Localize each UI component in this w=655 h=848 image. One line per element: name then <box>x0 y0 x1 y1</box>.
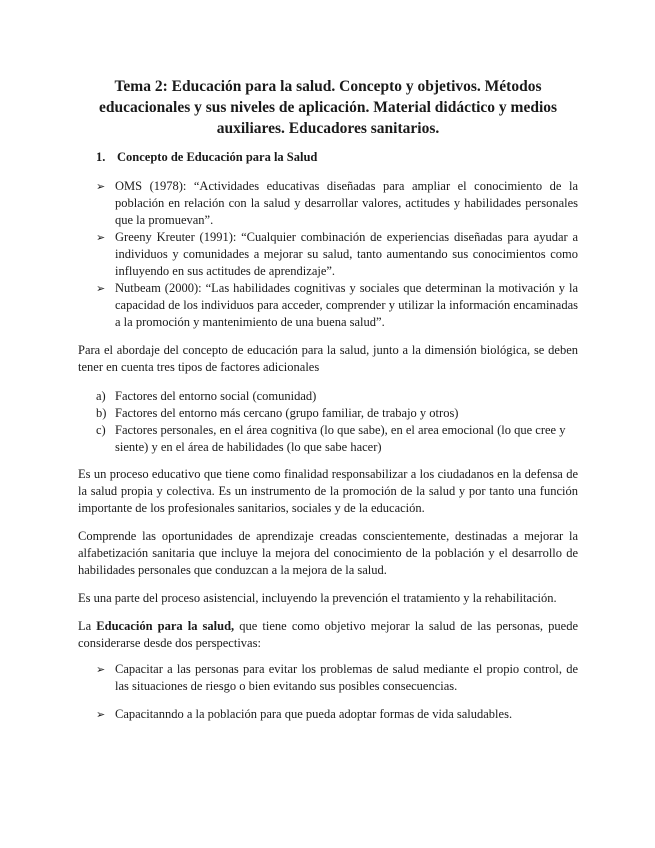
paragraph-objetivo <box>78 618 578 652</box>
objetivo-suffix: que tiene como objetivo mejorar la salud de las personas, puede considerarse desde dos perspectivas: <box>78 619 578 650</box>
definition-text: Greeny Kreuter (1991): “Cualquier combinación de experiencias diseñadas para ayudar a individuos y comunidades a mejorar su salud, tanto aumentando sus conocimientos como influyendo en sus actitudes de aprendizaje”. <box>115 230 578 278</box>
definition-item <box>96 229 578 280</box>
factor-text: Factores del entorno más cercano (grupo familiar, de trabajo y otros) <box>115 406 459 420</box>
perspective-item <box>96 661 578 695</box>
arrow-bullet-icon: ➢ <box>96 663 106 676</box>
perspectives-list <box>96 661 578 695</box>
factor-item <box>96 388 578 405</box>
factors-list <box>96 388 578 456</box>
section-heading-text: Concepto de Educación para la Salud <box>117 150 318 164</box>
paragraph-proceso: Es un proceso educativo que tiene como finalidad responsabilizar a los ciudadanos en la defensa de la salud propia y colectiva. Es un instrumento de la promoción de la salud y por tanto una función importante de los profesionales sanitarios, sociales y de la educación. <box>78 467 578 515</box>
factor-letter: a) <box>96 389 106 403</box>
paragraph-abordaje: Para el abordaje del concepto de educación para la salud, junto a la dimensión biológica, se deben tener en cuenta tres tipos de factores adicionales <box>78 343 578 374</box>
factor-text: Factores del entorno social (comunidad) <box>115 389 317 403</box>
definition-item <box>96 280 578 331</box>
arrow-bullet-icon: ➢ <box>96 180 106 193</box>
perspective-text: Capacitanndo a la población para que pueda adoptar formas de vida saludables. <box>115 707 513 721</box>
definition-text: OMS (1978): “Actividades educativas diseñadas para ampliar el conocimiento de la población en relación con la salud y desarrollar valores, actitudes y habilidades personales que la promuevan”. <box>115 179 578 227</box>
arrow-bullet-icon: ➢ <box>96 708 106 721</box>
objetivo-prefix: La <box>78 619 97 633</box>
factor-item <box>96 405 578 422</box>
arrow-bullet-icon: ➢ <box>96 282 106 295</box>
definitions-list <box>96 178 578 331</box>
perspectives-list-2 <box>96 706 578 723</box>
perspective-item <box>96 706 578 723</box>
factor-text: Factores personales, en el área cognitiva (lo que sabe), en el area emocional (lo que cree y siente) y en el área de habilidades (lo que sabe hacer) <box>115 423 566 454</box>
objetivo-bold: Educación para la salud, <box>96 619 235 633</box>
factor-letter: b) <box>96 406 107 420</box>
document-title: Tema 2: Educación para la salud. Concepto y objetivos. Métodos educacionales y sus niveles de aplicación. Material didáctico y medios auxiliares. Educadores sanitarios. <box>98 78 558 137</box>
section-heading <box>96 150 317 165</box>
factor-item <box>96 422 578 456</box>
paragraph-comprende: Comprende las oportunidades de aprendizaje creadas conscientemente, destinadas a mejorar la alfabetización sanitaria que incluye la mejora del conocimiento de la población y el desarrollo de habilidades personales que conduzcan a la mejora de la salud. <box>78 529 578 577</box>
definition-item <box>96 178 578 229</box>
paragraph-asistencial: Es una parte del proceso asistencial, incluyendo la prevención el tratamiento y la rehabilitación. <box>78 591 557 605</box>
arrow-bullet-icon: ➢ <box>96 231 106 244</box>
section-number: 1. <box>96 150 106 164</box>
factor-letter: c) <box>96 423 106 437</box>
definition-text: Nutbeam (2000): “Las habilidades cognitivas y sociales que determinan la motivación y la capacidad de los individuos para acceder, comprender y utilizar la información encaminadas a la promoción y mantenimiento de una buena salud”. <box>115 281 578 329</box>
perspective-text: Capacitar a las personas para evitar los problemas de salud mediante el propio control, de las situaciones de riesgo o bien evitando sus posibles consecuencias. <box>115 662 578 693</box>
